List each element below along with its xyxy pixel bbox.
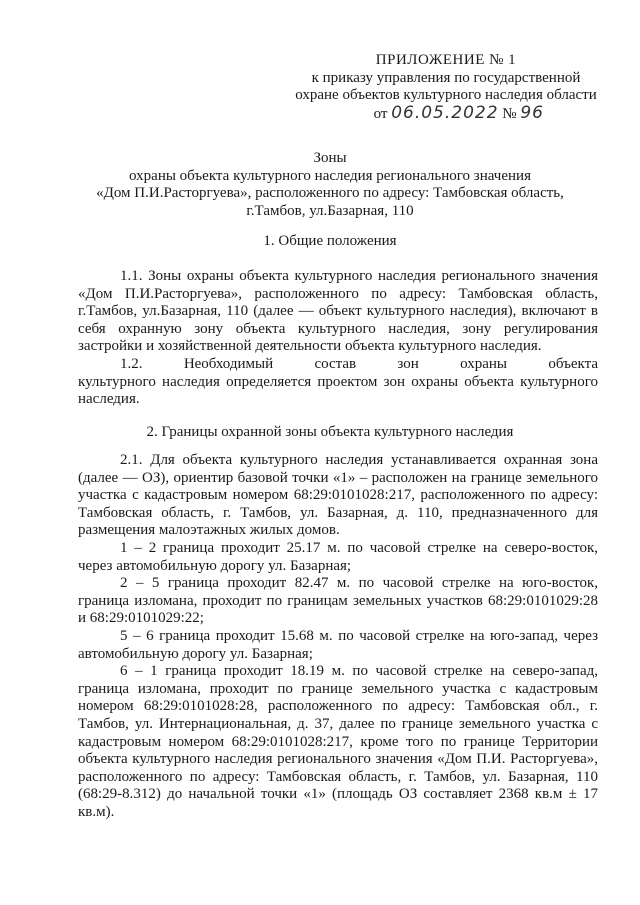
paragraph-1-2-word: 1.2. — [120, 355, 143, 372]
paragraph-1-2-word: Необходимый — [183, 355, 274, 372]
number-sign: № — [502, 105, 517, 122]
date-prefix: от — [373, 105, 388, 122]
appendix-line-2: охране объектов культурного наследия области — [295, 87, 597, 104]
zones-heading — [60, 150, 600, 220]
paragraph-1-2-rest: культурного наследия определяется проектом зон охраны объекта культурного наследия. — [78, 373, 598, 408]
paragraph-1-2-first-line — [78, 356, 598, 374]
boundary-6-1: 6 – 1 граница проходит 18.19 м. по часовой стрелке на северо-запад, граница изломана, проходит по границе земельного участка с кадастровым номером 68:29:0101028:28, расположенного по адресу: Тамбовская обл., г. Тамбов, ул. Интернациональная, д. 37, далее по границе земельного участка с кадастровым номером 68:29:0101028:217, кроме того по границе Территории объекта культурного наследия регионального значения «Дом П.И. Расторгуева», расположенного по адресу: Тамбовская область, г. Тамбов, ул. Базарная, 110 (68:29-8.312) до начальной точки «1» (площадь ОЗ составляет 2368 кв.м ± 17 кв.м). — [78, 663, 598, 820]
zones-heading-line-3: «Дом П.И.Расторгуева», расположенного по адресу: Тамбовская область, — [96, 185, 564, 202]
appendix-line-1: к приказу управления по государственной — [311, 69, 581, 86]
handwritten-number: 96 — [520, 102, 544, 123]
paragraph-1-2-word: зон — [397, 355, 419, 372]
boundary-5-6: 5 – 6 граница проходит 15.68 м. по часовой стрелке на юго-запад, через автомобильную дорогу ул. Базарная; — [78, 627, 598, 662]
paragraph-1-2-word: объекта — [548, 355, 598, 372]
appendix-title: ПРИЛОЖЕНИЕ № 1 — [375, 52, 517, 68]
paragraph-1-1: 1.1. Зоны охраны объекта культурного наследия регионального значения «Дом П.И.Расторгуева», расположенного по адресу: Тамбовская область, г.Тамбов, ул.Базарная, 110 (далее — объект культурного наследия), включают в себя охранную зону объекта культурного наследия, зону регулирования застройки и хозяйственной деятельности объекта культурного наследия. — [78, 268, 598, 355]
section-1-body — [78, 268, 598, 409]
zones-heading-line-4: г.Тамбов, ул.Базарная, 110 — [246, 202, 414, 219]
zones-heading-line-1: Зоны — [313, 150, 347, 166]
paragraph-1-2-word: состав — [314, 355, 357, 372]
boundary-1-2: 1 – 2 граница проходит 25.17 м. по часовой стрелке на северо-восток, через автомобильную дорогу ул. Базарная; — [78, 539, 598, 574]
paragraph-2-1: 2.1. Для объекта культурного наследия устанавливается охранная зона (далее — ОЗ), ориентир базовой точки «1» – расположен на границе земельного участка с кадастровым номером 68:29:0101028:217, расположенного по адресу: Тамбовская область, г. Тамбов, ул. Базарная, д. 110, предназначенного для размещения малоэтажных жилых домов. — [78, 452, 598, 539]
section-2-title: 2. Границы охранной зоны объекта культурного наследия — [146, 424, 514, 440]
boundary-2-5: 2 – 5 граница проходит 82.47 м. по часовой стрелке на юго-восток, граница изломана, проходит по границам земельных участков 68:29:0101029:28 и 68:29:0101029:22; — [78, 575, 598, 627]
paragraph-1-2-word: охраны — [460, 355, 507, 372]
appendix-header — [286, 52, 606, 123]
zones-heading-line-2: охраны объекта культурного наследия регионального значения — [129, 167, 531, 184]
section-1-title: 1. Общие положения — [263, 233, 397, 249]
appendix-date-line — [286, 102, 606, 124]
handwritten-date: 06.05.2022 — [391, 102, 499, 123]
section-2-body — [78, 452, 598, 821]
